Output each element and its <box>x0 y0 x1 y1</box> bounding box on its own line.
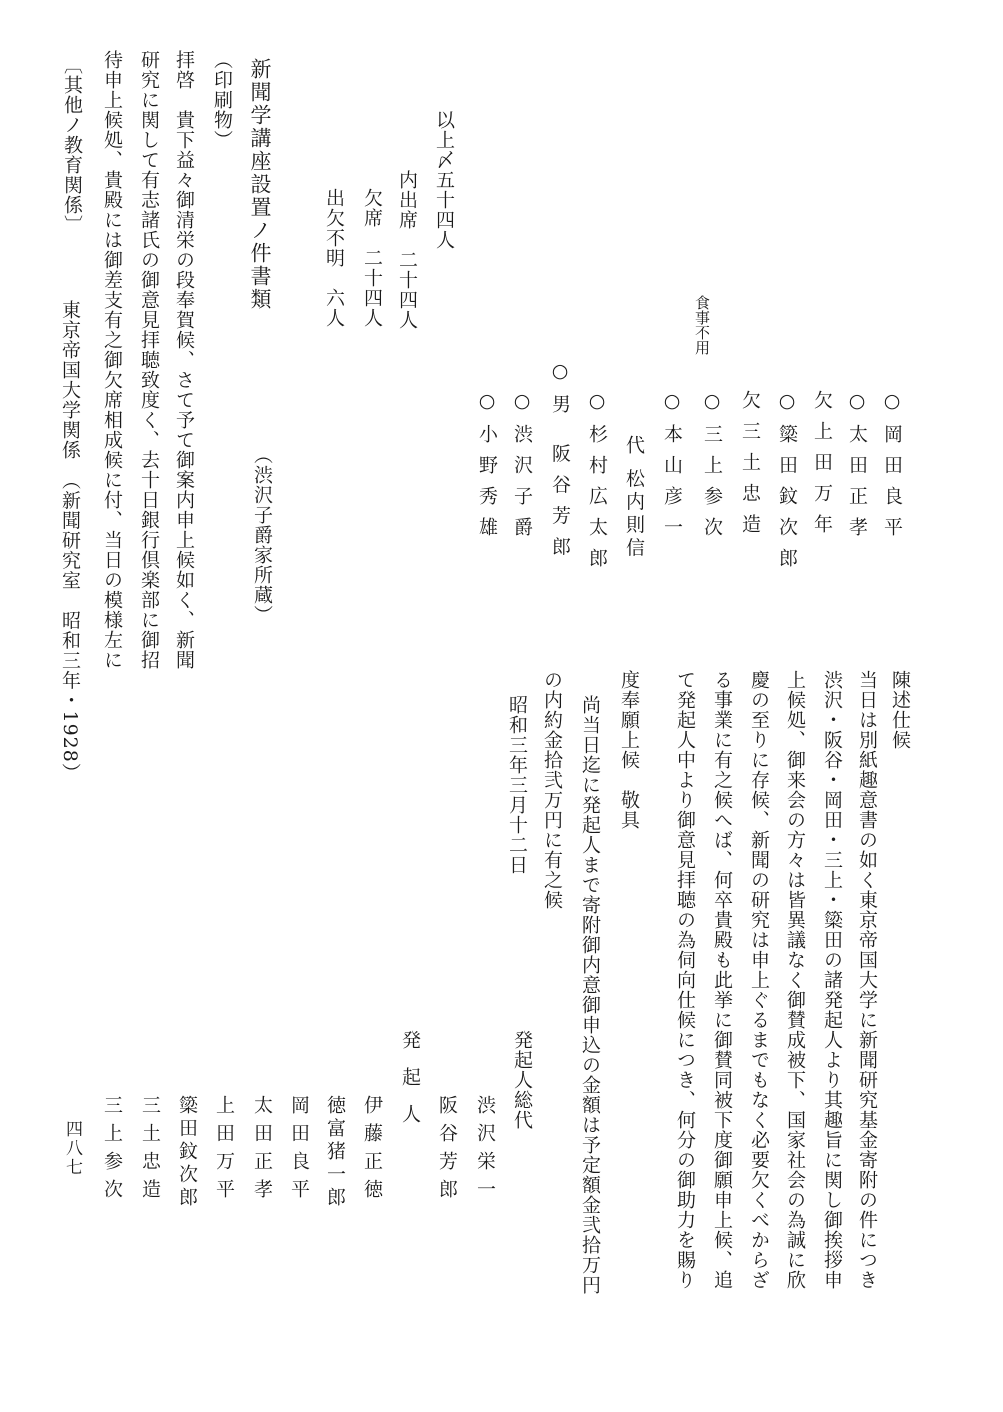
roster-name: 代 松内則信 <box>623 435 645 561</box>
promoter-name: 上田万平 <box>213 1095 235 1207</box>
roster-name: ○小野秀雄 <box>476 390 498 548</box>
statement-line: 渋沢・阪谷・岡田・三上・簗田の諸発起人より其趣旨に関し御挨拶申 <box>821 670 843 1290</box>
roster-name: ○太田正孝 <box>846 390 868 548</box>
attendance-unknown: 出欠不明 六人 <box>323 188 345 328</box>
attendance-absent: 欠席 二十四人 <box>361 188 383 328</box>
statement-line: の内約金拾弐万円に有之候 <box>541 670 563 910</box>
promoter-name: 徳富猪一郎 <box>324 1095 346 1210</box>
document-source: （渋沢子爵家所蔵） <box>251 445 273 625</box>
statement-line: 当日は別紙趣意書の如く東京帝国大学に新聞研究基金寄附の件につき <box>856 670 878 1290</box>
letter-line: 研究に関して有志諸氏の御意見拝聴致度く、去十日銀行倶楽部に御招 <box>138 50 160 670</box>
statement-line: 尚当日迄に発起人まで寄附御内意御申込の金額は予定額金弐拾万円 <box>579 695 601 1295</box>
promoter-name: 太田正孝 <box>251 1095 273 1207</box>
roster-name: ○杉村広太郎 <box>586 390 608 579</box>
roster-name: ○男 阪谷芳郎 <box>549 360 571 568</box>
signatory-name: 渋沢栄一 <box>474 1095 496 1207</box>
promoter-name: 三上参次 <box>101 1095 123 1207</box>
promoter-name: 伊藤正徳 <box>361 1095 383 1207</box>
category-label: 〔其他ノ教育関係〕 <box>61 55 83 235</box>
promoter-name: 簗田鈫次郎 <box>176 1095 198 1210</box>
roster-name: ○渋沢子爵 <box>511 390 533 548</box>
attendance-total: 以上〆五十四人 <box>433 110 455 250</box>
letter-line: 待申上候処、貴殿には御差支有之御欠席相成候に付、当日の模様左に <box>101 50 123 670</box>
attendance-present: 内出席 二十四人 <box>396 170 418 330</box>
statement-line: 上候処、御来会の方々は皆異議なく御賛成被下、国家社会の為誠に欣 <box>784 670 806 1290</box>
signatory-name: 阪谷芳郎 <box>436 1095 458 1207</box>
roster-name: ○本山彦一 <box>661 390 683 548</box>
document-title: 新聞学講座設置ノ件書類 <box>248 58 272 311</box>
roster-name: ○岡田良平 <box>881 390 903 548</box>
statement-line: 度奉願上候 敬具 <box>618 670 640 830</box>
signatory-title: 発起人総代 <box>511 1030 533 1130</box>
page-number: 四八七 <box>62 1120 82 1177</box>
promoter-name: 三土忠造 <box>139 1095 161 1207</box>
roster-name: ○簗田鈫次郎 <box>776 390 798 579</box>
statement-heading: 陳述仕候 <box>889 670 911 750</box>
roster-name: ○三上参次 <box>701 390 723 548</box>
statement-date: 昭和三年三月十二日 <box>506 695 528 875</box>
roster-name: 欠上田万年 <box>811 390 833 545</box>
statement-line: 慶の至りに存候、新聞の研究は申上ぐるまでもなく必要欠くべからざ <box>748 670 770 1290</box>
statement-line: て発起人中より御意見拝聴の為伺向仕候につき、何分の御助力を賜り <box>674 670 696 1290</box>
letter-line: 拝啓 貴下益々御清栄の段奉賀候、さて予て御案内申上候如く、新聞 <box>173 50 195 670</box>
statement-line: る事業に有之候へば、何卒貴殿も此挙に御賛同被下度御願申上候、追 <box>711 670 733 1290</box>
promoters-label: 発起人 <box>399 1030 421 1141</box>
meal-note: 食事不用 <box>693 295 711 355</box>
running-head: 東京帝国大学関係 （新聞研究室 昭和三年・1928） <box>59 300 81 783</box>
roster-name: 欠三土忠造 <box>739 390 761 545</box>
printed-label: （印刷物） <box>211 50 233 150</box>
promoter-name: 岡田良平 <box>288 1095 310 1207</box>
